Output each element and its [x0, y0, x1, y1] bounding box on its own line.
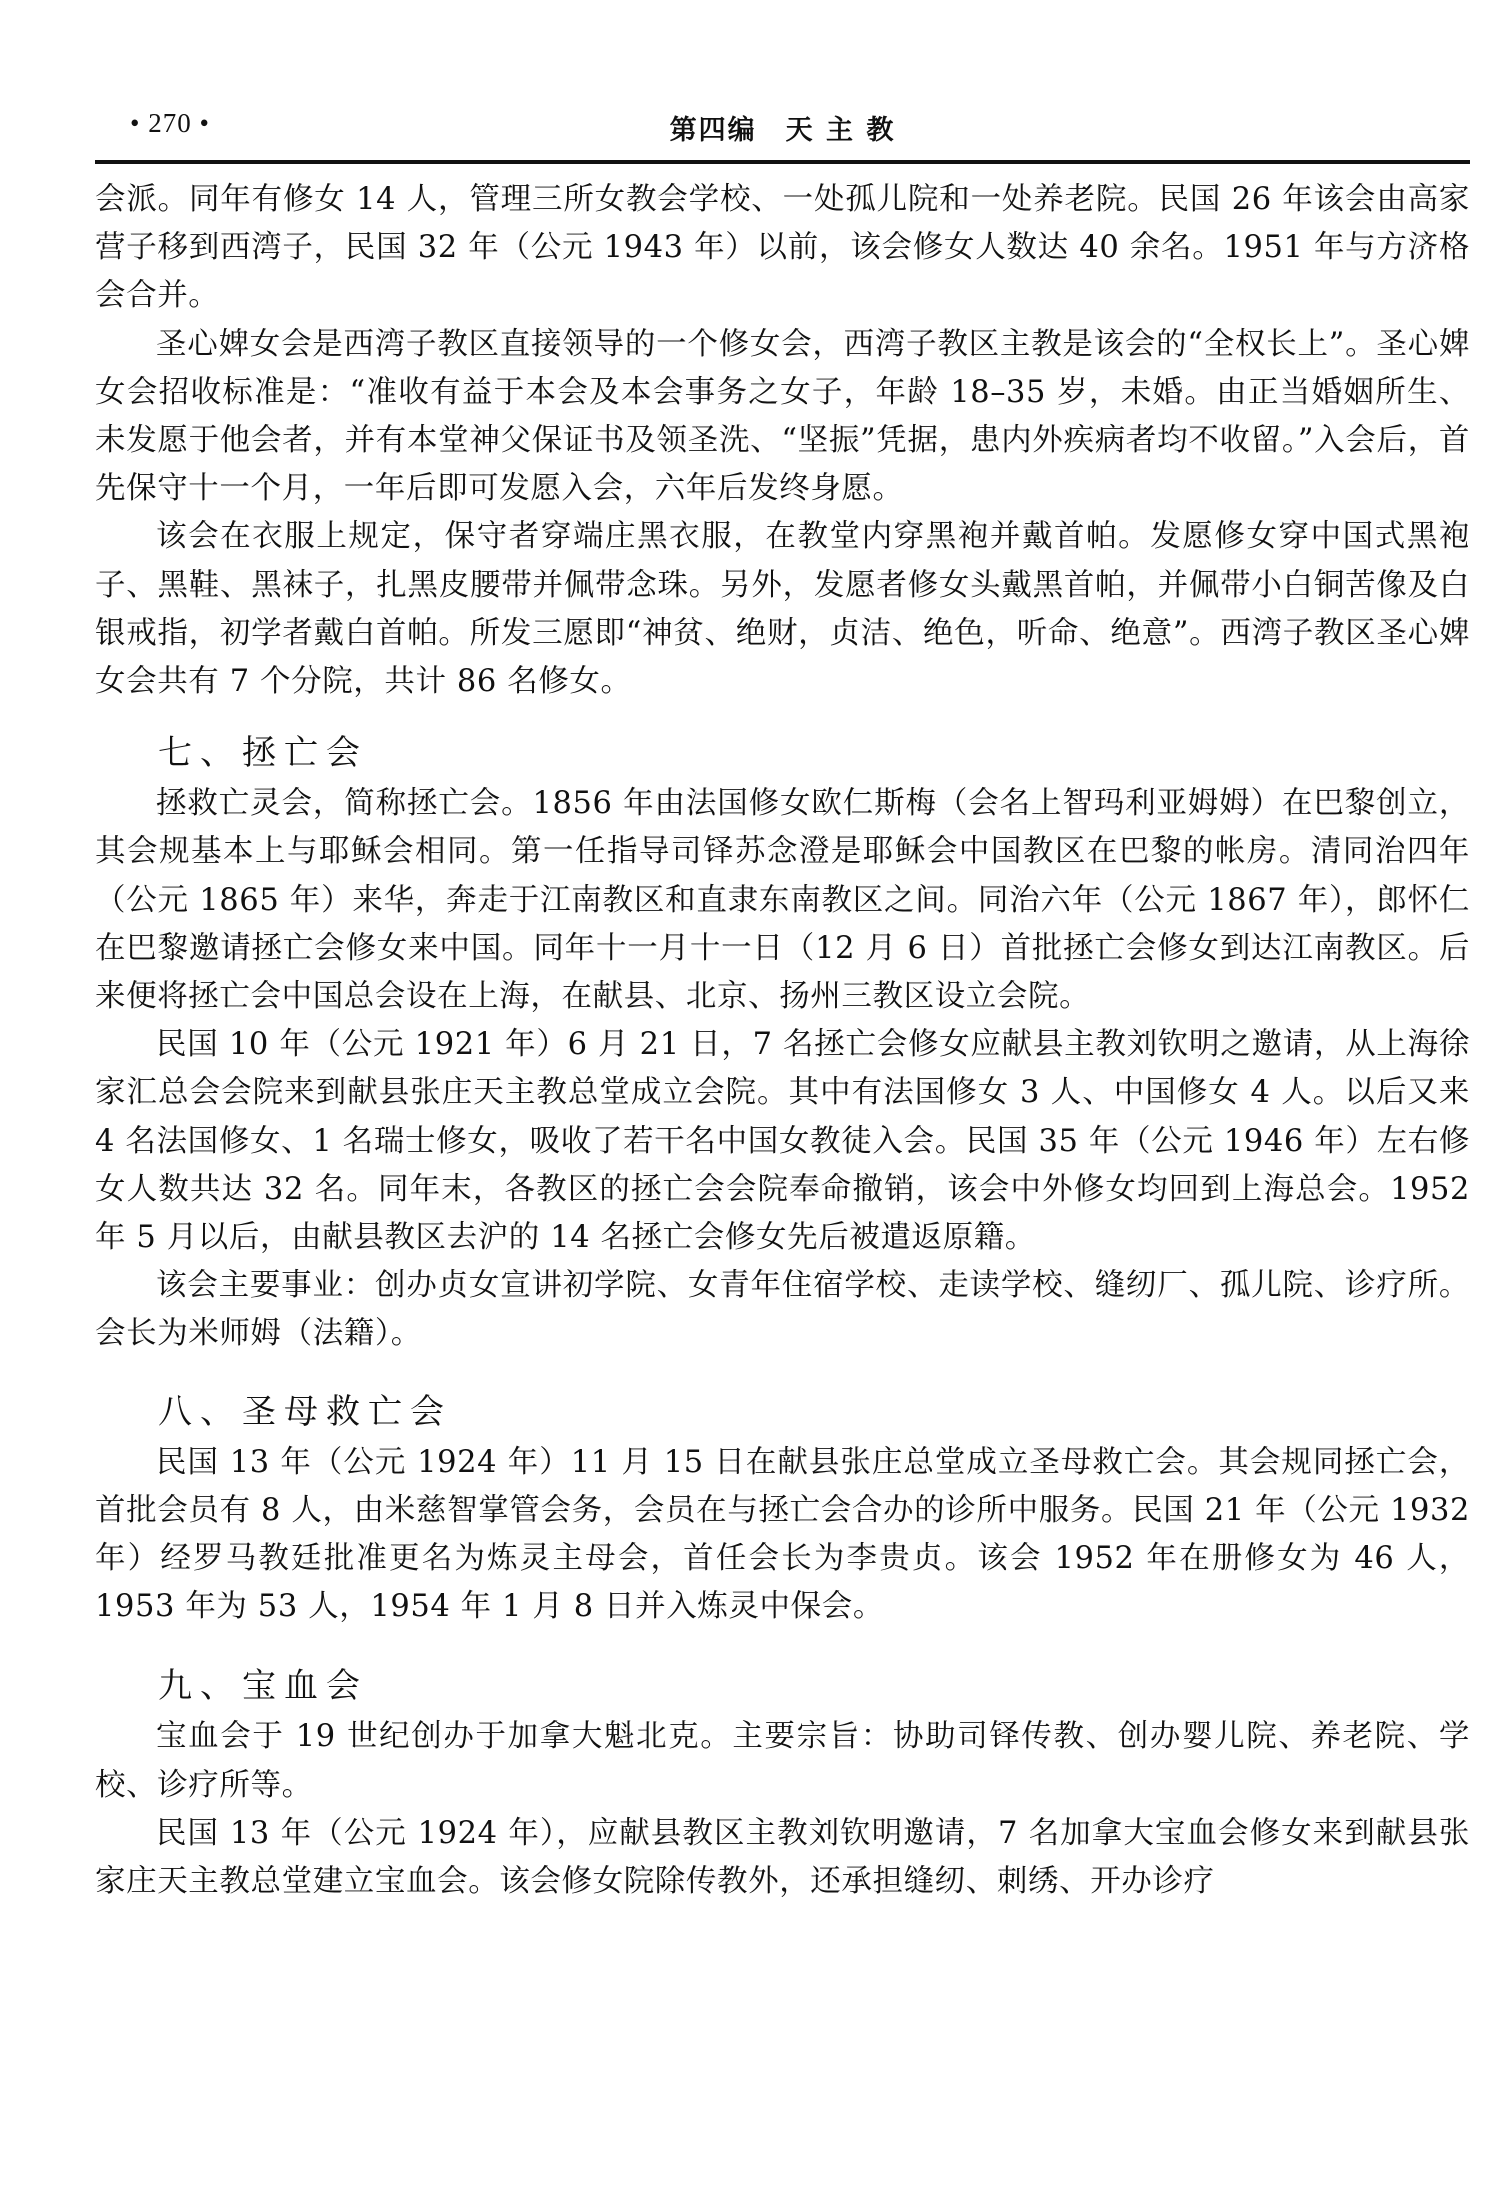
paragraph: 民国 13 年（公元 1924 年）11 月 15 日在献县张庄总堂成立圣母救亡会。其会规同拯亡会，首批会员有 8 人，由米慈智掌管会务，会员在与拯亡会合办的诊所中服务。民国 21 年（公元 1932 年）经罗马教廷批准更名为炼灵主母会，首任会长为李贵贞。该会 1952 年在册修女为 46 人，1953 年为 53 人，1954 年 1 月 8 日并入炼灵中保会。 [95, 1444, 1470, 1625]
paragraph: 圣心婢女会是西湾子教区直接领导的一个修女会，西湾子教区主教是该会的“全权长上”。圣心婢女会招收标准是：“准收有益于本会及本会事务之女子，年龄 18–35 岁，未婚。由正当婚姻所生、未发愿于他会者，并有本堂神父保证书及领圣洗、“坚振”凭据，患内外疾病者均不收留。”入会后，首先保守十一个月，一年后即可发愿入会，六年后发终身愿。 [95, 326, 1470, 507]
paragraph: 该会主要事业：创办贞女宣讲初学院、女青年住宿学校、走读学校、缝纫厂、孤儿院、诊疗所。会长为米师姆（法籍）。 [95, 1268, 1470, 1352]
section-heading: 七、拯亡会 [158, 733, 368, 774]
section-heading: 九、宝血会 [158, 1666, 368, 1707]
running-title: 第四编 天 主 教 [669, 115, 896, 146]
paragraph: 民国 10 年（公元 1921 年）6 月 21 日，7 名拯亡会修女应献县主教刘钦明之邀请，从上海徐家汇总会会院来到献县张庄天主教总堂成立会院。其中有法国修女 3 人、中国修女 4 人。以后又来 4 名法国修女、1 名瑞士修女，吸收了若干名中国女教徒入会。民国 35 年（公元 1946 年）左右修女人数共达 32 名。同年末，各教区的拯亡会会院奉命撤销，该会中外修女均回到上海总会。1952 年 5 月以后，由献县教区去沪的 14 名拯亡会修女先后被遣返原籍。 [95, 1027, 1470, 1256]
page-header [95, 108, 1470, 148]
paragraph: 宝血会于 19 世纪创办于加拿大魁北克。主要宗旨：协助司铎传教、创办婴儿院、养老院、学校、诊疗所等。 [95, 1719, 1470, 1803]
header-rule [95, 160, 1470, 164]
page-body [95, 176, 1470, 1906]
section-heading: 八、圣母救亡会 [158, 1391, 452, 1432]
paragraph: 该会在衣服上规定，保守者穿端庄黑衣服，在教堂内穿黑袍并戴首帕。发愿修女穿中国式黑袍子、黑鞋、黑袜子，扎黑皮腰带并佩带念珠。另外，发愿者修女头戴黑首帕，并佩带小白铜苦像及白银戒指，初学者戴白首帕。所发三愿即“神贫、绝财，贞洁、绝色，听命、绝意”。西湾子教区圣心婢女会共有 7 个分院，共计 86 名修女。 [95, 519, 1470, 700]
page-number: • 270 • [130, 108, 210, 138]
paragraph: 拯救亡灵会，简称拯亡会。1856 年由法国修女欧仁斯梅（会名上智玛利亚姆姆）在巴黎创立，其会规基本上与耶稣会相同。第一任指导司铎苏念澄是耶稣会中国教区在巴黎的帐房。清同治四年（公元 1865 年）来华，奔走于江南教区和直隶东南教区之间。同治六年（公元 1867 年），郎怀仁在巴黎邀请拯亡会修女来中国。同年十一月十一日（12 月 6 日）首批拯亡会修女到达江南教区。后来便将拯亡会中国总会设在上海，在献县、北京、扬州三教区设立会院。 [95, 786, 1470, 1015]
paragraph: 会派。同年有修女 14 人，管理三所女教会学校、一处孤儿院和一处养老院。民国 26 年该会由高家营子移到西湾子，民国 32 年（公元 1943 年）以前，该会修女人数达 40 余名。1951 年与方济格会合并。 [95, 182, 1470, 314]
paragraph: 民国 13 年（公元 1924 年），应献县教区主教刘钦明邀请，7 名加拿大宝血会修女来到献县张家庄天主教总堂建立宝血会。该会修女院除传教外，还承担缝纫、刺绣、开办诊疗 [95, 1815, 1470, 1900]
